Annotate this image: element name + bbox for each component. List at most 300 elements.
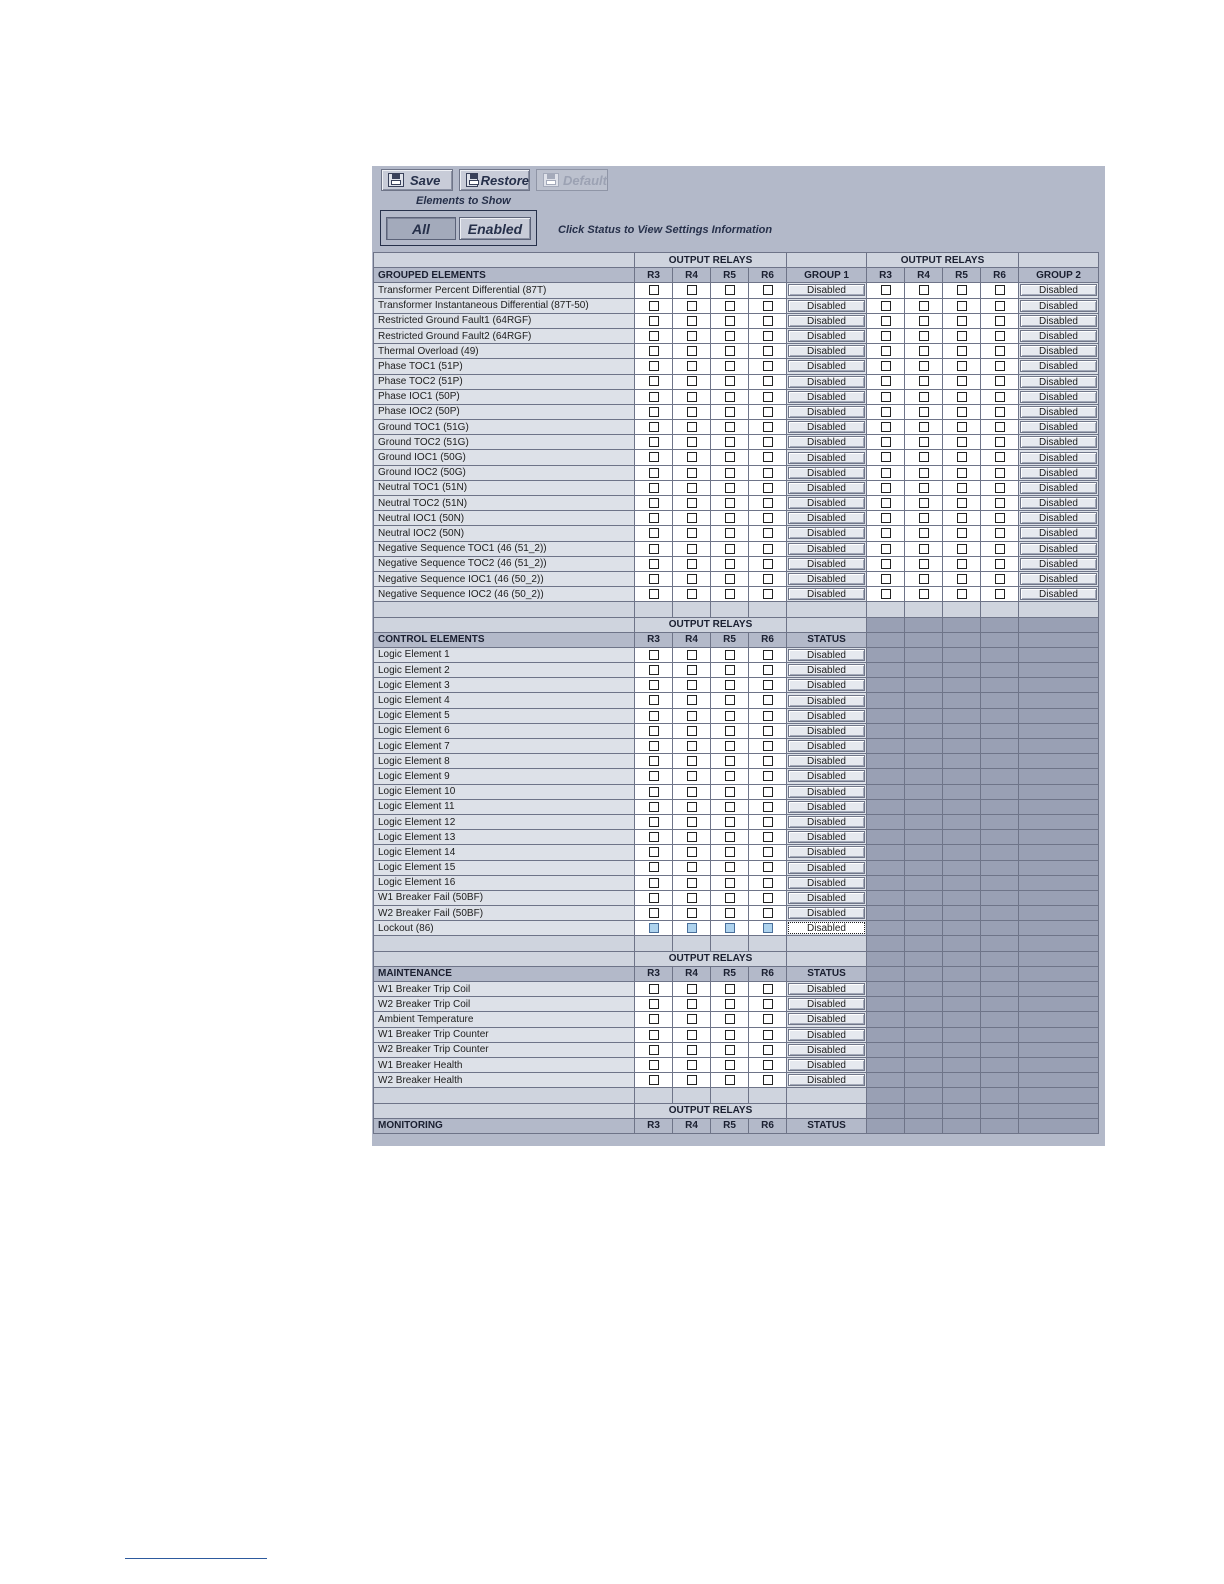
status-button[interactable]: Disabled [1020,436,1097,448]
relay-checkbox[interactable] [725,984,735,994]
relay-checkbox[interactable] [649,923,659,933]
relay-checkbox[interactable] [919,392,929,402]
relay-checkbox[interactable] [687,1075,697,1085]
relay-checkbox[interactable] [687,498,697,508]
relay-checkbox[interactable] [957,407,967,417]
relay-checkbox[interactable] [687,331,697,341]
relay-checkbox[interactable] [957,589,967,599]
relay-checkbox[interactable] [649,407,659,417]
filter-all-button[interactable]: All [386,217,456,240]
status-button[interactable]: Disabled [788,786,865,798]
status-button[interactable]: Disabled [1020,360,1097,372]
relay-checkbox[interactable] [881,483,891,493]
relay-checkbox[interactable] [687,984,697,994]
status-button[interactable]: Disabled [788,482,865,494]
relay-checkbox[interactable] [725,589,735,599]
relay-checkbox[interactable] [763,574,773,584]
relay-checkbox[interactable] [881,316,891,326]
relay-checkbox[interactable] [957,285,967,295]
relay-checkbox[interactable] [725,802,735,812]
relay-checkbox[interactable] [919,422,929,432]
relay-checkbox[interactable] [763,1060,773,1070]
relay-checkbox[interactable] [649,665,659,675]
relay-checkbox[interactable] [763,680,773,690]
relay-checkbox[interactable] [687,559,697,569]
status-button[interactable]: Disabled [1020,588,1097,600]
relay-checkbox[interactable] [957,392,967,402]
relay-checkbox[interactable] [763,802,773,812]
relay-checkbox[interactable] [995,528,1005,538]
relay-checkbox[interactable] [687,847,697,857]
relay-checkbox[interactable] [687,832,697,842]
relay-checkbox[interactable] [763,1075,773,1085]
relay-checkbox[interactable] [763,862,773,872]
relay-checkbox[interactable] [687,665,697,675]
relay-checkbox[interactable] [687,361,697,371]
relay-checkbox[interactable] [725,711,735,721]
relay-checkbox[interactable] [919,437,929,447]
relay-checkbox[interactable] [687,711,697,721]
status-button[interactable]: Disabled [788,846,865,858]
relay-checkbox[interactable] [995,437,1005,447]
relay-checkbox[interactable] [995,468,1005,478]
status-button[interactable]: Disabled [788,877,865,889]
status-button[interactable]: Disabled [788,467,865,479]
relay-checkbox[interactable] [649,316,659,326]
relay-checkbox[interactable] [725,999,735,1009]
relay-checkbox[interactable] [725,771,735,781]
relay-checkbox[interactable] [649,544,659,554]
relay-checkbox[interactable] [687,756,697,766]
relay-checkbox[interactable] [881,361,891,371]
relay-checkbox[interactable] [995,513,1005,523]
relay-checkbox[interactable] [881,452,891,462]
relay-checkbox[interactable] [957,316,967,326]
relay-checkbox[interactable] [763,498,773,508]
relay-checkbox[interactable] [881,331,891,341]
relay-checkbox[interactable] [957,483,967,493]
relay-checkbox[interactable] [649,422,659,432]
relay-checkbox[interactable] [649,1045,659,1055]
status-button[interactable]: Disabled [788,1059,865,1071]
relay-checkbox[interactable] [919,483,929,493]
relay-checkbox[interactable] [957,528,967,538]
relay-checkbox[interactable] [687,407,697,417]
relay-checkbox[interactable] [687,862,697,872]
relay-checkbox[interactable] [957,437,967,447]
status-button[interactable]: Disabled [1020,330,1097,342]
relay-checkbox[interactable] [881,301,891,311]
relay-checkbox[interactable] [995,361,1005,371]
relay-checkbox[interactable] [725,392,735,402]
relay-checkbox[interactable] [725,650,735,660]
default-button[interactable] [536,169,608,191]
status-button[interactable]: Disabled [788,558,865,570]
relay-checkbox[interactable] [725,559,735,569]
relay-checkbox[interactable] [919,574,929,584]
relay-checkbox[interactable] [649,862,659,872]
status-button[interactable]: Disabled [788,360,865,372]
relay-checkbox[interactable] [763,468,773,478]
relay-checkbox[interactable] [687,680,697,690]
relay-checkbox[interactable] [763,559,773,569]
relay-checkbox[interactable] [995,559,1005,569]
status-button[interactable]: Disabled [788,649,865,661]
relay-checkbox[interactable] [725,787,735,797]
relay-checkbox[interactable] [919,301,929,311]
relay-checkbox[interactable] [725,1030,735,1040]
status-button[interactable]: Disabled [788,284,865,296]
relay-checkbox[interactable] [649,680,659,690]
relay-checkbox[interactable] [649,285,659,295]
relay-checkbox[interactable] [649,346,659,356]
status-button[interactable]: Disabled [788,831,865,843]
status-button[interactable]: Disabled [1020,391,1097,403]
relay-checkbox[interactable] [957,346,967,356]
relay-checkbox[interactable] [725,908,735,918]
status-button[interactable]: Disabled [788,573,865,585]
relay-checkbox[interactable] [649,1075,659,1085]
relay-checkbox[interactable] [881,574,891,584]
relay-checkbox[interactable] [649,787,659,797]
status-button[interactable]: Disabled [788,816,865,828]
relay-checkbox[interactable] [881,528,891,538]
relay-checkbox[interactable] [995,316,1005,326]
status-button[interactable]: Disabled [788,983,865,995]
restore-button[interactable] [459,169,530,191]
status-button[interactable]: Disabled [1020,345,1097,357]
relay-checkbox[interactable] [763,437,773,447]
relay-checkbox[interactable] [725,544,735,554]
relay-checkbox[interactable] [919,498,929,508]
relay-checkbox[interactable] [919,361,929,371]
status-button[interactable]: Disabled [788,436,865,448]
status-button[interactable]: Disabled [788,512,865,524]
relay-checkbox[interactable] [919,407,929,417]
relay-checkbox[interactable] [995,483,1005,493]
relay-checkbox[interactable] [725,513,735,523]
status-button[interactable]: Disabled [1020,558,1097,570]
relay-checkbox[interactable] [763,650,773,660]
relay-checkbox[interactable] [687,817,697,827]
relay-checkbox[interactable] [649,301,659,311]
relay-checkbox[interactable] [995,301,1005,311]
relay-checkbox[interactable] [919,452,929,462]
relay-checkbox[interactable] [763,376,773,386]
status-button[interactable]: Disabled [1020,512,1097,524]
status-button[interactable]: Disabled [1020,376,1097,388]
relay-checkbox[interactable] [687,802,697,812]
relay-checkbox[interactable] [763,422,773,432]
status-button[interactable]: Disabled [788,725,865,737]
relay-checkbox[interactable] [687,528,697,538]
status-button[interactable]: Disabled [788,907,865,919]
relay-checkbox[interactable] [649,832,659,842]
relay-checkbox[interactable] [649,802,659,812]
relay-checkbox[interactable] [649,376,659,386]
save-button[interactable] [381,169,453,191]
status-button[interactable]: Disabled [788,801,865,813]
relay-checkbox[interactable] [725,1075,735,1085]
relay-checkbox[interactable] [725,665,735,675]
relay-checkbox[interactable] [919,528,929,538]
relay-checkbox[interactable] [649,589,659,599]
relay-checkbox[interactable] [725,437,735,447]
relay-checkbox[interactable] [957,498,967,508]
relay-checkbox[interactable] [649,392,659,402]
relay-checkbox[interactable] [687,1014,697,1024]
relay-checkbox[interactable] [957,376,967,386]
relay-checkbox[interactable] [687,452,697,462]
relay-checkbox[interactable] [725,376,735,386]
relay-checkbox[interactable] [725,923,735,933]
relay-checkbox[interactable] [649,908,659,918]
status-button[interactable]: Disabled [788,315,865,327]
relay-checkbox[interactable] [649,771,659,781]
relay-checkbox[interactable] [763,999,773,1009]
relay-checkbox[interactable] [919,468,929,478]
relay-checkbox[interactable] [763,483,773,493]
relay-checkbox[interactable] [919,331,929,341]
relay-checkbox[interactable] [687,1030,697,1040]
relay-checkbox[interactable] [995,498,1005,508]
relay-checkbox[interactable] [687,468,697,478]
relay-checkbox[interactable] [687,908,697,918]
relay-checkbox[interactable] [763,331,773,341]
status-button[interactable]: Disabled [1020,543,1097,555]
relay-checkbox[interactable] [725,893,735,903]
status-button[interactable]: Disabled [1020,406,1097,418]
relay-checkbox[interactable] [881,498,891,508]
relay-checkbox[interactable] [763,787,773,797]
relay-checkbox[interactable] [725,528,735,538]
relay-checkbox[interactable] [763,908,773,918]
status-button[interactable]: Disabled [788,345,865,357]
relay-checkbox[interactable] [919,285,929,295]
status-button[interactable]: Disabled [788,770,865,782]
relay-checkbox[interactable] [649,331,659,341]
status-button[interactable]: Disabled [1020,315,1097,327]
relay-checkbox[interactable] [725,1060,735,1070]
relay-checkbox[interactable] [687,437,697,447]
relay-checkbox[interactable] [687,726,697,736]
relay-checkbox[interactable] [725,483,735,493]
relay-checkbox[interactable] [687,695,697,705]
relay-checkbox[interactable] [763,1045,773,1055]
relay-checkbox[interactable] [763,361,773,371]
relay-checkbox[interactable] [763,695,773,705]
relay-checkbox[interactable] [725,832,735,842]
relay-checkbox[interactable] [957,468,967,478]
relay-checkbox[interactable] [649,528,659,538]
relay-checkbox[interactable] [725,316,735,326]
relay-checkbox[interactable] [649,999,659,1009]
status-button[interactable]: Disabled [788,330,865,342]
relay-checkbox[interactable] [725,695,735,705]
relay-checkbox[interactable] [725,452,735,462]
relay-checkbox[interactable] [687,513,697,523]
status-button[interactable]: Disabled [788,664,865,676]
relay-checkbox[interactable] [649,695,659,705]
relay-checkbox[interactable] [957,361,967,371]
relay-checkbox[interactable] [995,589,1005,599]
relay-checkbox[interactable] [649,574,659,584]
relay-checkbox[interactable] [687,346,697,356]
relay-checkbox[interactable] [649,498,659,508]
relay-checkbox[interactable] [687,787,697,797]
relay-checkbox[interactable] [763,741,773,751]
relay-checkbox[interactable] [881,589,891,599]
relay-checkbox[interactable] [725,1014,735,1024]
relay-checkbox[interactable] [649,1014,659,1024]
relay-checkbox[interactable] [649,437,659,447]
status-button[interactable]: Disabled [788,695,865,707]
relay-checkbox[interactable] [725,756,735,766]
relay-checkbox[interactable] [881,407,891,417]
status-button[interactable]: Disabled [788,452,865,464]
relay-checkbox[interactable] [957,574,967,584]
relay-checkbox[interactable] [881,468,891,478]
relay-checkbox[interactable] [725,407,735,417]
relay-checkbox[interactable] [687,650,697,660]
relay-checkbox[interactable] [725,862,735,872]
relay-checkbox[interactable] [687,923,697,933]
relay-checkbox[interactable] [763,1030,773,1040]
relay-checkbox[interactable] [957,422,967,432]
status-button[interactable]: Disabled [788,755,865,767]
relay-checkbox[interactable] [881,437,891,447]
status-button[interactable]: Disabled [788,497,865,509]
relay-checkbox[interactable] [649,483,659,493]
relay-checkbox[interactable] [763,984,773,994]
relay-checkbox[interactable] [687,1045,697,1055]
relay-checkbox[interactable] [725,817,735,827]
relay-checkbox[interactable] [881,559,891,569]
status-button[interactable]: Disabled [788,892,865,904]
relay-checkbox[interactable] [687,878,697,888]
relay-checkbox[interactable] [725,361,735,371]
relay-checkbox[interactable] [687,422,697,432]
relay-checkbox[interactable] [687,1060,697,1070]
relay-checkbox[interactable] [763,847,773,857]
relay-checkbox[interactable] [763,832,773,842]
relay-checkbox[interactable] [687,574,697,584]
status-button[interactable]: Disabled [788,1013,865,1025]
relay-checkbox[interactable] [919,559,929,569]
relay-checkbox[interactable] [649,468,659,478]
relay-checkbox[interactable] [957,544,967,554]
relay-checkbox[interactable] [649,878,659,888]
relay-checkbox[interactable] [763,407,773,417]
relay-checkbox[interactable] [649,1030,659,1040]
relay-checkbox[interactable] [687,589,697,599]
relay-checkbox[interactable] [763,301,773,311]
relay-checkbox[interactable] [957,513,967,523]
relay-checkbox[interactable] [957,559,967,569]
relay-checkbox[interactable] [995,285,1005,295]
relay-checkbox[interactable] [763,726,773,736]
relay-checkbox[interactable] [649,361,659,371]
relay-checkbox[interactable] [649,452,659,462]
relay-checkbox[interactable] [649,650,659,660]
relay-checkbox[interactable] [725,422,735,432]
relay-checkbox[interactable] [687,771,697,781]
status-button[interactable]: Disabled [788,1029,865,1041]
status-button[interactable]: Disabled [788,300,865,312]
status-button[interactable]: Disabled [788,922,865,934]
relay-checkbox[interactable] [725,468,735,478]
relay-checkbox[interactable] [919,513,929,523]
relay-checkbox[interactable] [649,817,659,827]
relay-checkbox[interactable] [995,376,1005,386]
relay-checkbox[interactable] [995,544,1005,554]
status-button[interactable]: Disabled [1020,482,1097,494]
status-button[interactable]: Disabled [788,1044,865,1056]
relay-checkbox[interactable] [957,452,967,462]
relay-checkbox[interactable] [763,513,773,523]
relay-checkbox[interactable] [725,498,735,508]
status-button[interactable]: Disabled [1020,300,1097,312]
relay-checkbox[interactable] [881,544,891,554]
relay-checkbox[interactable] [995,392,1005,402]
relay-checkbox[interactable] [763,756,773,766]
relay-checkbox[interactable] [725,574,735,584]
relay-checkbox[interactable] [687,893,697,903]
relay-checkbox[interactable] [725,346,735,356]
relay-checkbox[interactable] [763,452,773,462]
relay-checkbox[interactable] [649,741,659,751]
relay-checkbox[interactable] [763,817,773,827]
relay-checkbox[interactable] [763,544,773,554]
relay-checkbox[interactable] [763,285,773,295]
status-button[interactable]: Disabled [788,1074,865,1086]
status-button[interactable]: Disabled [1020,573,1097,585]
relay-checkbox[interactable] [649,756,659,766]
relay-checkbox[interactable] [649,726,659,736]
relay-checkbox[interactable] [995,452,1005,462]
relay-checkbox[interactable] [687,999,697,1009]
relay-checkbox[interactable] [687,741,697,751]
status-button[interactable]: Disabled [1020,452,1097,464]
relay-checkbox[interactable] [687,376,697,386]
relay-checkbox[interactable] [725,1045,735,1055]
status-button[interactable]: Disabled [788,740,865,752]
relay-checkbox[interactable] [763,711,773,721]
relay-checkbox[interactable] [919,376,929,386]
status-button[interactable]: Disabled [1020,284,1097,296]
relay-checkbox[interactable] [763,528,773,538]
relay-checkbox[interactable] [881,422,891,432]
relay-checkbox[interactable] [995,331,1005,341]
relay-checkbox[interactable] [649,984,659,994]
relay-checkbox[interactable] [725,680,735,690]
status-button[interactable]: Disabled [788,527,865,539]
relay-checkbox[interactable] [881,376,891,386]
relay-checkbox[interactable] [725,285,735,295]
relay-checkbox[interactable] [763,878,773,888]
relay-checkbox[interactable] [725,726,735,736]
relay-checkbox[interactable] [725,331,735,341]
relay-checkbox[interactable] [725,847,735,857]
relay-checkbox[interactable] [919,316,929,326]
relay-checkbox[interactable] [687,285,697,295]
relay-checkbox[interactable] [763,392,773,402]
relay-checkbox[interactable] [687,301,697,311]
relay-checkbox[interactable] [687,544,697,554]
status-button[interactable]: Disabled [788,406,865,418]
filter-enabled-button[interactable]: Enabled [459,217,531,240]
relay-checkbox[interactable] [725,301,735,311]
